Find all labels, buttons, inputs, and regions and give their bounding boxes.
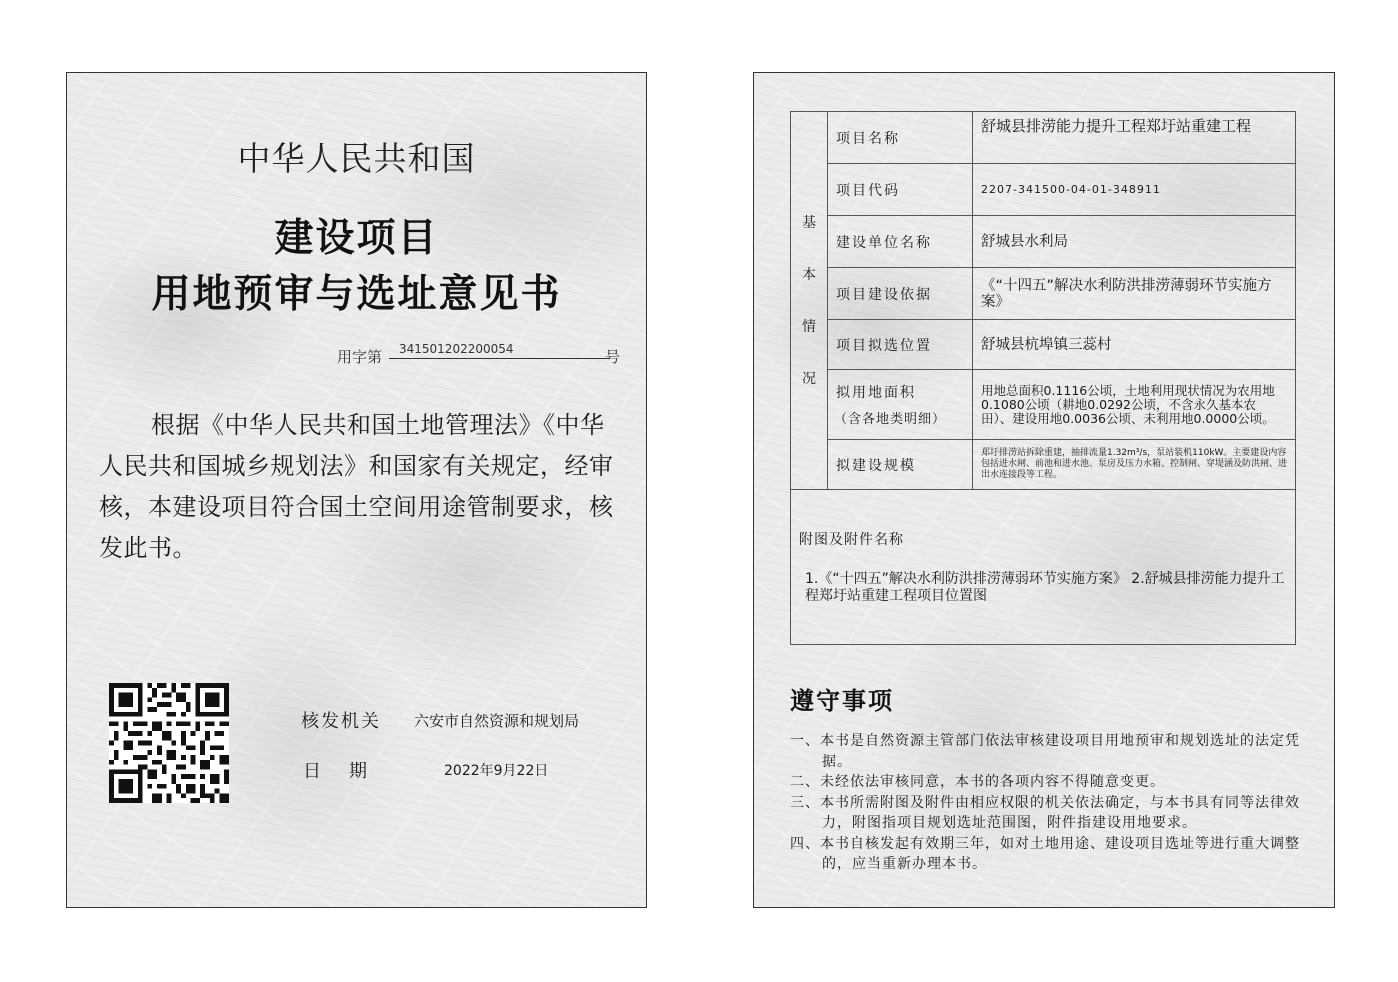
area-label-sub: （含各地类明细） <box>834 412 947 427</box>
table-row <box>791 164 1296 216</box>
row-label-scale: 拟建设规模 <box>828 440 973 490</box>
table-row <box>791 320 1296 370</box>
project-name-value: 舒城县排涝能力提升工程郑圩站重建工程 <box>973 112 1296 164</box>
table-row <box>791 216 1296 268</box>
attachments-cell <box>791 490 1296 645</box>
issuer-value: 六安市自然资源和规划局 <box>414 712 580 730</box>
row-label-builder: 建设单位名称 <box>828 216 973 268</box>
notice-item: 四、本书自核发起有效期三年，如对土地用途、建设项目选址等进行重大调整的，应当重新办理本书。 <box>790 835 1300 872</box>
certificate-front-page <box>66 72 647 908</box>
certificate-back-page <box>753 72 1335 908</box>
table-row <box>791 268 1296 320</box>
number-value: 341501202200054 <box>389 342 609 359</box>
row-label-location: 项目拟选位置 <box>828 320 973 370</box>
notice-title: 遵守事项 <box>790 687 894 715</box>
attachments-title: 附图及附件名称 <box>799 532 904 548</box>
basic-info-table <box>790 111 1296 645</box>
attachments-value: 1.《“十四五”解决水利防洪排涝薄弱环节实施方案》 2.舒城县排涝能力提升工程郑圩站重建工程项目位置图 <box>805 571 1285 604</box>
notice-item: 二、未经依法审核同意，本书的各项内容不得随意变更。 <box>790 774 1165 790</box>
qr-code-icon[interactable] <box>109 683 229 803</box>
row-label-basis: 项目建设依据 <box>828 268 973 320</box>
basic-info-side-label <box>791 112 828 490</box>
number-suffix: 号 <box>605 348 621 366</box>
notice-list <box>790 731 1300 875</box>
table-row <box>791 370 1296 440</box>
project-code-value: 2207-341500-04-01-348911 <box>973 164 1296 216</box>
location-value: 舒城县杭埠镇三蕊村 <box>973 320 1296 370</box>
document-title-line2: 用地预审与选址意见书 <box>151 272 562 317</box>
side-char: 情 <box>802 318 816 335</box>
row-label-project-code: 项目代码 <box>828 164 973 216</box>
side-char: 况 <box>802 370 816 387</box>
side-char: 基 <box>802 214 816 231</box>
scale-value: 郑圩排涝站拆除重建，抽排流量1.32m³/s，泵站装机110kW。主要建设内容包括进水闸、前池和进水池、泵房及压力水箱、控制闸、穿堤涵及防洪闸、进出水连接段等工程。 <box>973 440 1296 490</box>
builder-value: 舒城县水利局 <box>973 216 1296 268</box>
notice-item: 三、本书所需附图及附件由相应权限的机关依法确定，与本书具有同等法律效力，附图指项目规划选址范围图，附件指建设用地要求。 <box>790 794 1300 831</box>
date-label: 日期 <box>303 761 395 782</box>
basis-value: 《“十四五”解决水利防洪排涝薄弱环节实施方案》 <box>973 268 1296 320</box>
number-prefix: 用字第 <box>337 348 383 366</box>
document-title-line1: 建设项目 <box>274 216 439 261</box>
notice-item: 一、本书是自然资源主管部门依法审核建设项目用地预审和规划选址的法定凭据。 <box>790 733 1300 770</box>
country-name: 中华人民共和国 <box>237 139 476 178</box>
issuer-label: 核发机关 <box>301 711 381 732</box>
side-char: 本 <box>802 266 816 283</box>
date-value: 2022年9月22日 <box>444 763 549 779</box>
row-label-project-name: 项目名称 <box>828 112 973 164</box>
row-label-area <box>828 370 973 440</box>
area-label-main: 拟用地面积 <box>836 385 916 401</box>
table-row <box>791 112 1296 164</box>
table-row <box>791 490 1296 645</box>
certificate-body-text: 根据《中华人民共和国土地管理法》《中华人民共和国城乡规划法》和国家有关规定，经审核，本建设项目符合国土空间用途管制要求，核发此书。 <box>99 411 614 562</box>
area-value: 用地总面积0.1116公顷，土地利用现状情况为农用地0.1080公顷（耕地0.0292公顷，不含永久基本农田）、建设用地0.0036公顷、未利用地0.0000公顷。 <box>973 370 1296 440</box>
table-row <box>791 440 1296 490</box>
